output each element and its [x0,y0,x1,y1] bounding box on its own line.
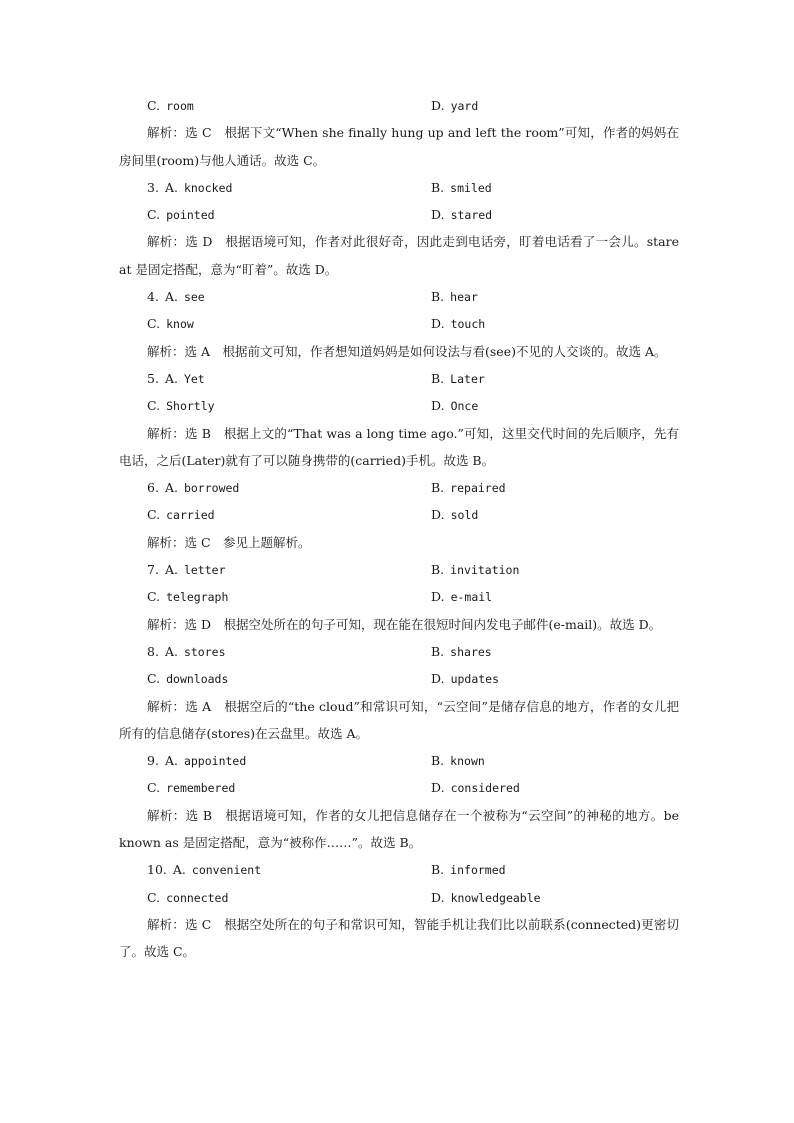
question-block [119,92,679,174]
option-text: appointed [183,754,247,769]
option-letter: B. [431,179,445,195]
option [147,310,194,338]
option [147,474,239,502]
option-text: shares [450,644,492,659]
option-row [119,884,679,911]
option-letter: D. [431,589,445,605]
option-letter: D. [431,398,445,414]
option-letter: B. [431,480,445,496]
option-letter: D. [431,889,445,905]
question-number: 8. [147,643,159,659]
option-row [119,638,679,665]
option [431,201,492,229]
option-text: invitation [450,563,520,578]
option [431,474,506,502]
analysis-paragraph: 解析：选 B 根据语境可知，作者的女儿把信息储存在一个被称为“云空间”的神秘的地方。be known as 是固定搭配，意为“被称作……”。故选 B。 [119,807,679,851]
option-letter: A. [172,862,186,878]
option-letter: A. [164,289,178,305]
option-text: sold [450,508,479,523]
option-text: considered [450,781,520,796]
option-letter: B. [431,289,445,305]
option-letter: C. [147,207,161,223]
analysis-paragraph: 解析：选 D 根据语境可知，作者对此很好奇，因此走到电话旁，盯着电话看了一会儿。stare at 是固定搭配，意为“盯着”。故选 D。 [119,234,679,277]
question-number: 6. [147,480,159,496]
option-row [119,365,679,392]
option-letter: A. [164,179,178,195]
option-text: Later [450,371,485,386]
option-text: remembered [166,781,236,796]
option-text: e-mail [450,590,493,605]
option-text: borrowed [183,481,240,496]
option-text: convenient [191,863,262,878]
option [431,365,485,393]
option-letter: B. [431,370,445,386]
option-row [119,747,679,774]
option-letter: C. [147,671,161,687]
option-text: room [166,99,194,113]
analysis-paragraph: 解析：选 A 根据前文可知，作者想知道妈妈是如何设法与看(see)不见的人交谈的。故选 A。 [147,343,667,359]
option [147,365,205,393]
option-text: downloads [166,672,229,687]
question-number: 7. [147,562,159,578]
option-text: knowledgeable [450,890,541,905]
option-text: knocked [183,180,233,195]
option [147,201,215,229]
option-row [119,665,679,692]
option-letter: B. [431,862,445,878]
option-letter: C. [147,98,161,113]
option [431,174,492,202]
option [431,665,499,693]
option-text: stores [183,644,226,659]
option [147,638,226,666]
option-text: Shortly [166,399,215,414]
option [431,283,478,311]
option [431,556,519,584]
option-text: hear [450,290,478,305]
option-row [119,392,679,419]
option-text: pointed [166,208,215,223]
option [431,884,541,912]
option [431,774,520,802]
option-letter: C. [147,780,161,796]
question-block [119,556,679,638]
option-letter: A. [164,562,178,578]
option [431,310,485,338]
analysis-paragraph: 解析：选 A 根据空后的“the cloud”和常识可知，“云空间”是储存信息的地方，作者的女儿把所有的信息储存(stores)在云盘里。故选 A。 [119,698,679,741]
option-text: updates [450,672,500,687]
option [147,747,246,775]
option-letter: A. [164,480,178,496]
option-row [119,774,679,801]
option-row [119,501,679,528]
option [431,747,485,775]
option-text: see [183,290,205,305]
option [431,583,492,611]
option-text: smiled [450,180,492,195]
option-text: Yet [183,371,205,386]
option [431,392,478,420]
option-letter: C. [147,507,161,523]
option [147,556,226,584]
option-row [119,201,679,228]
question-block [119,474,679,556]
question-block [119,747,679,856]
option-letter: B. [431,753,445,769]
option-text: letter [183,563,226,578]
answer-key-content [119,92,679,966]
option [147,283,205,311]
option-letter: D. [431,207,445,223]
option-text: Once [450,399,479,414]
question-block [119,174,679,283]
option-text: know [166,317,194,332]
option-row [119,856,679,883]
option-text: known [450,754,485,769]
option-letter: C. [147,889,161,905]
option [431,856,506,884]
option-text: stared [450,208,493,223]
analysis-paragraph: 解析：选 B 根据上文的“That was a long time ago.”可知，这里交代时间的先后顺序，先有电话，之后(Later)就有了可以随身携带的(carried)手机。故选 B。 [119,425,679,468]
option [147,884,228,912]
analysis-paragraph: 解析：选 C 根据空处所在的句子和常识可知，智能手机让我们比以前联系(connected)更密切了。故选 C。 [119,916,679,960]
option-letter: C. [147,398,161,414]
question-number: 3. [147,179,159,195]
option [147,392,215,420]
option [147,174,232,202]
option [147,856,261,884]
option-letter: C. [147,316,161,332]
option-text: carried [166,508,215,523]
question-number: 9. [147,753,159,769]
option [147,665,228,693]
option [147,501,215,529]
option [431,638,492,666]
option-row [119,556,679,583]
option-letter: D. [431,316,445,332]
question-block [119,283,679,365]
option-text: telegraph [166,590,229,605]
analysis-paragraph: 解析：选 C 参见上题解析。 [147,534,311,550]
option-letter: D. [431,780,445,796]
question-number: 5. [147,370,159,386]
question-number: 10. [147,862,167,878]
option [147,92,194,120]
option-letter: C. [147,589,161,605]
option-letter: A. [164,643,178,659]
question-block [119,365,679,474]
option-text: informed [450,863,506,878]
option-letter: A. [164,753,178,769]
option [147,583,228,611]
option-letter: D. [431,98,445,113]
analysis-paragraph: 解析：选 D 根据空处所在的句子可知，现在能在很短时间内发电子邮件(e-mail)。故选 D。 [147,616,662,632]
option [147,774,235,802]
option [431,501,478,529]
option-text: touch [450,317,486,332]
option-text: connected [166,890,229,905]
analysis-paragraph: 解析：选 C 根据下文“When she finally hung up and left the room”可知，作者的妈妈在房间里(room)与他人通话。故选 C。 [119,125,679,168]
option [431,92,478,120]
option-row [119,474,679,501]
option-letter: B. [431,562,445,578]
option-row [119,283,679,310]
option-text: yard [450,99,479,113]
option-letter: B. [431,643,445,659]
option-letter: D. [431,671,445,687]
option-row [119,174,679,201]
option-text: repaired [450,481,506,496]
option-row [119,583,679,610]
option-row [119,310,679,337]
option-letter: A. [164,370,178,386]
question-block [119,856,679,965]
question-number: 4. [147,289,159,305]
option-row [119,92,679,119]
option-letter: D. [431,507,445,523]
question-block [119,638,679,747]
